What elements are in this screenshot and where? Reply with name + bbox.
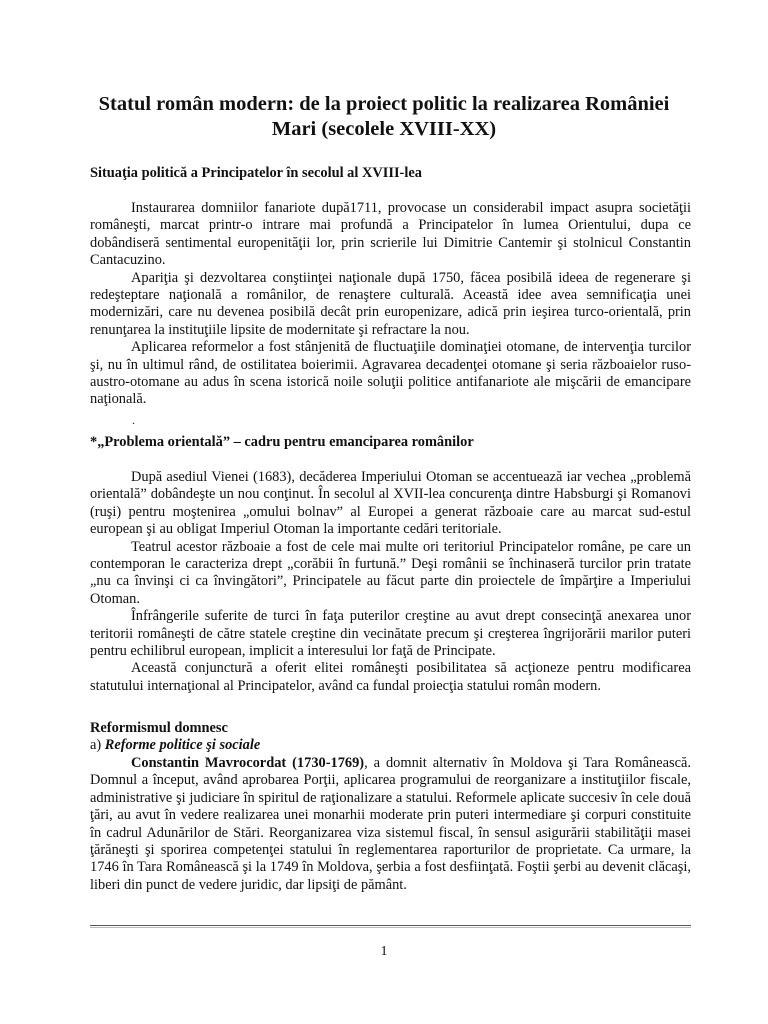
section-body-reformism	[90, 755, 691, 894]
lead-name: Constantin Mavrocordat (1730-1769)	[131, 755, 365, 771]
paragraph	[90, 755, 691, 894]
section-heading-reformism: Reformismul domnesc	[90, 720, 228, 736]
page-number: 1	[380, 944, 388, 959]
section-heading-political-situation: Situaţia politică a Principatelor în secolul al XVIII-lea	[90, 165, 422, 181]
document-title: Statul român modern: de la proiect politic la realizarea României Mari (secolele XVIII-XX)	[98, 93, 670, 140]
paragraph: Instaurarea domniilor fanariote după1711, provocase un considerabil impact asupra societăţii româneşti, marcat printr-o intrare mai profundă a Principatelor în lumea Orientului, dupa ce dobândiseră sentimental europenităţii lor, prin scrierile lui Dimitrie Cantemir şi stolnicul Constantin Cantacuzino.	[90, 200, 691, 269]
paragraph: Teatrul acestor războaie a fost de cele mai multe ori teritoriul Principatelor române, pe care un contemporan le caracteriza drept „corăbii în furtună.” Deşi românii se închinaseră turcilor prin tratate „nu ca învinşi ci ca învingători”, Principatele au făcut parte din proiectele de împărţire a Imperiului Otoman.	[90, 538, 691, 607]
lead-text: , a domnit alternativ în Moldova şi Tara Românească. Domnul a început, având aprobarea Porţii, aplicarea programului de reorganizare a instituţiilor fiscale, administrative şi judiciare în spiritul de raţionalizare a statului. Reformele aplicate succesiv în cele două ţări, au avut în vedere realizarea unei monarhii moderate prin puteri intermediare şi corpuri constituite în cadrul Adunărilor de Stări. Reorganizarea viza sistemul fiscal, în sensul asigurării stabilităţii masei ţărăneşti şi sporirea competenţei statului în reglementarea raporturilor de proprietate. Ca urmare, la 1746 în Tara Românească şi la 1749 în Moldova, şerbia a fost desfiinţată. Foştii şerbi au devenit clăcaşi, liberi din punct de vedere juridic, dar lipsiţi de pământ.	[90, 755, 691, 893]
paragraph: Înfrângerile suferite de turci în faţa puterilor creştine au avut drept consecinţă anexarea unor teritorii româneşti de către statele creştine din vecinătate precum şi creşterea îngrijorării marilor puteri pentru echilibrul european, implicit a interesului lor faţă de Principate.	[90, 608, 691, 660]
paragraph: Această conjunctură a oferit elitei româneşti posibilitatea să acţioneze pentru modificarea statutului internaţional al Principatelor, având ca fundal proiecţia statului român modern.	[90, 660, 691, 694]
subsection-heading	[90, 737, 260, 754]
paragraph: Apariţia şi dezvoltarea conştiinţei naţionale după 1750, făcea posibilă ideea de regenerare şi redeşteptare naţională a românilor, de renaştere culturală. Această idee avea semnificaţia unei modernizări, care nu devenea posibilă decât prin europenizare, adică prin ieşirea turco-orientală, prin renunţarea la instituţiile lipsite de modernitate şi refractare la nou.	[90, 269, 691, 338]
subsection-prefix: a)	[90, 737, 105, 753]
paragraph: După asediul Vienei (1683), decăderea Imperiului Otoman se accentuează iar vechea „problemă orientală” dobândeşte un nou conţinut. În secolul al XVII-lea concurenţa dintre Habsburgi şi Romanovi (ruşi) pentru moştenirea „omului bolnav” al Europei a generat războaie care au marcat sud-estul european şi au obligat Imperiul Otoman la importante cedări teritoriale.	[90, 469, 691, 538]
paragraph: Aplicarea reformelor a fost stânjenită de fluctuaţiile dominaţiei otomane, de intervenţia turcilor şi, nu în ultimul rând, de ostilitatea boierimii. Agravarea decadenţei otomane şi seria războaielor ruso-austro-otomane au adus în scena istorică noile soluţii politice antifanariote ale mişcării de emancipare naţională.	[90, 339, 691, 408]
section-body-oriental-problem	[90, 469, 691, 695]
section-heading-oriental-problem: *„Problema orientală” – cadru pentru emanciparea românilor	[90, 434, 474, 450]
subsection-title: Reforme politice şi sociale	[104, 737, 261, 753]
section-body-political-situation	[90, 200, 691, 409]
trailing-mark: .	[132, 413, 135, 427]
footer-divider	[90, 925, 691, 928]
